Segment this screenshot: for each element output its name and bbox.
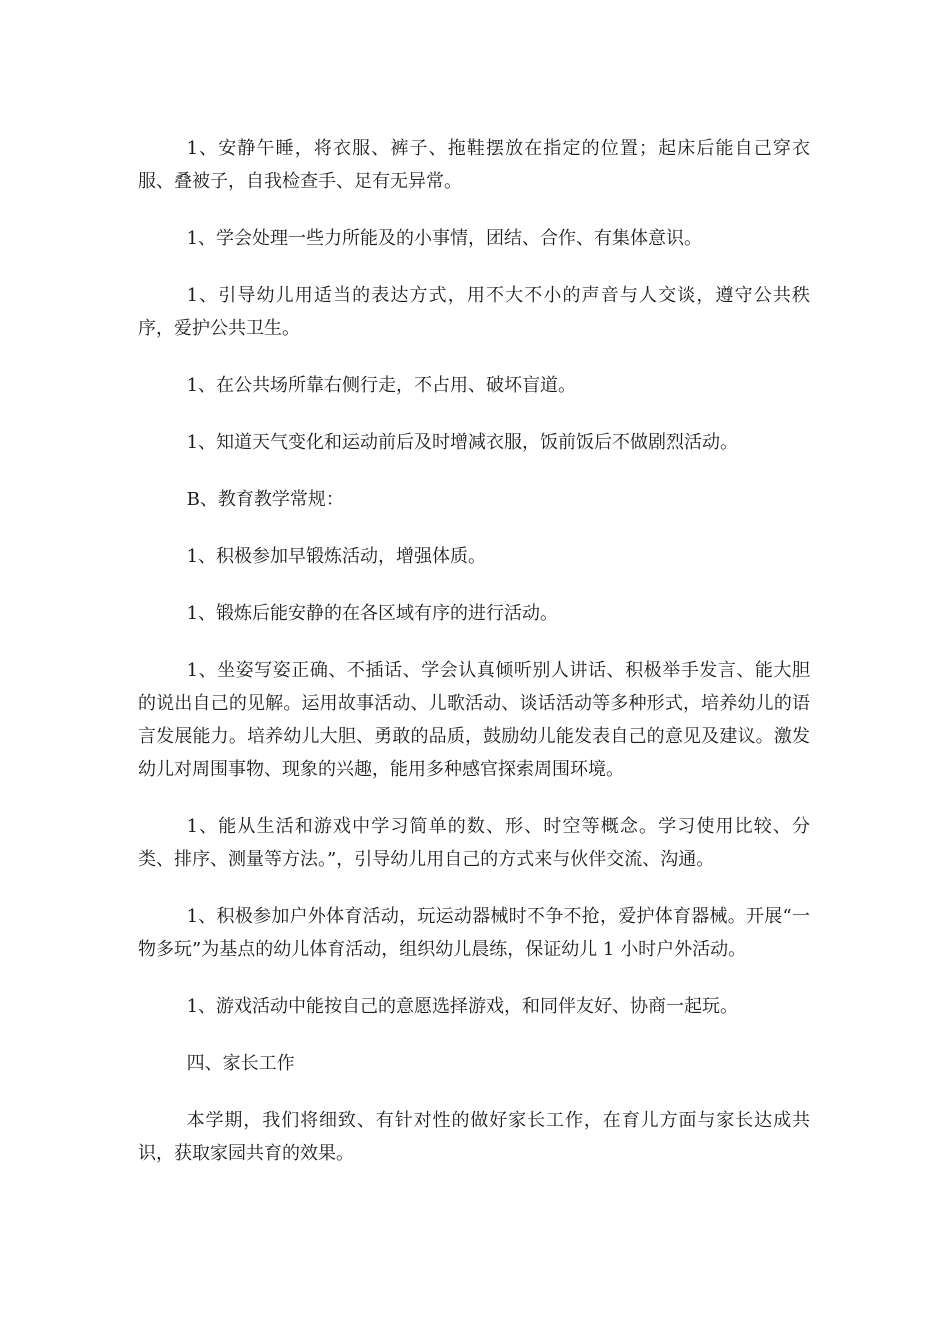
paragraph-weather-clothing: 1、知道天气变化和运动前后及时增减衣服，饭前饭后不做剧烈活动。 bbox=[186, 432, 739, 453]
section-heading-parent-work: 四、家长工作 bbox=[186, 1053, 295, 1074]
paragraph-nap-routine: 1、安静午睡，将衣服、裤子、拖鞋摆放在指定的位置；起床后能自己穿衣服、叠被子，自我检查手、足有无异常。 bbox=[138, 138, 810, 192]
paragraph-outdoor-sports: 1、积极参加户外体育活动，玩运动器械时不争不抢，爱护体育器械。开展“一物多玩”为基点的幼儿体育活动，组织幼儿晨练，保证幼儿 1 小时户外活动。 bbox=[138, 906, 810, 960]
paragraph-games: 1、游戏活动中能按自己的意愿选择游戏，和同伴友好、协商一起玩。 bbox=[186, 996, 739, 1017]
paragraph-math-concepts: 1、能从生活和游戏中学习简单的数、形、时空等概念。学习使用比较、分类、排序、测量等方法。”，引导幼儿用自己的方式来与伙伴交流、沟通。 bbox=[138, 816, 810, 870]
section-heading-teaching-routine: B、教育教学常规： bbox=[186, 489, 344, 510]
paragraph-parent-cooperation: 本学期，我们将细致、有针对性的做好家长工作，在育儿方面与家长达成共识，获取家园共育的效果。 bbox=[138, 1110, 810, 1164]
paragraph-small-tasks: 1、学会处理一些力所能及的小事情，团结、合作、有集体意识。 bbox=[186, 228, 703, 249]
paragraph-public-places: 1、在公共场所靠右侧行走，不占用、破坏盲道。 bbox=[186, 375, 577, 396]
paragraph-language-development: 1、坐姿写姿正确、不插话、学会认真倾听别人讲话、积极举手发言、能大胆的说出自己的见解。运用故事活动、儿歌活动、谈话活动等多种形式，培养幼儿的语言发展能力。培养幼儿大胆、勇敢的品质，鼓励幼儿能发表自己的意见及建议。激发幼儿对周围事物、现象的兴趣，能用多种感官探索周围环境。 bbox=[138, 660, 810, 780]
document-page bbox=[138, 132, 810, 1194]
paragraph-expression: 1、引导幼儿用适当的表达方式，用不大不小的声音与人交谈，遵守公共秩序，爱护公共卫生。 bbox=[138, 285, 810, 339]
paragraph-area-activities: 1、锻炼后能安静的在各区域有序的进行活动。 bbox=[186, 603, 559, 624]
paragraph-morning-exercise: 1、积极参加早锻炼活动，增强体质。 bbox=[186, 546, 487, 567]
